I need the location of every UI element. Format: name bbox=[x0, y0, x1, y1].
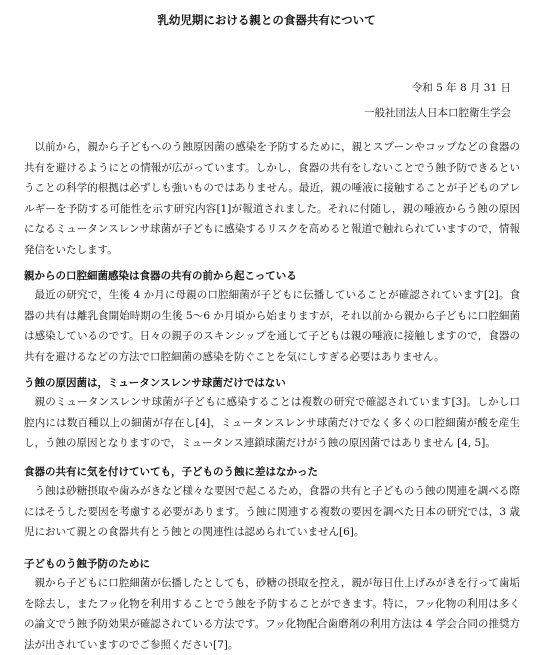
document-date: 令和 5 年 8 月 31 日 bbox=[411, 82, 511, 94]
section-heading-caries-bacteria: う蝕の原因菌は，ミュータンスレンサ球菌だけではない bbox=[24, 377, 286, 389]
section-heading-caries-prevention: 子どものう蝕予防のために bbox=[24, 558, 150, 570]
intro-paragraph: 以前から，親から子どもへのう蝕原因菌の感染を予防するために，親とスプーンやコップなどの食器の共有を避けるようにとの情報が広がっています。しかし，食器の共有をしないことでう蝕予防できるということの科学的根拠は必ずしも強いものではありません。最近，親の唾液に接触することが子どものアレルギーを予防する可能性を示す研究内容[1]が報道されました。それに付随し，親の唾液からう蝕の原因になるミュータンスレンサ球菌が子どもに感染するリスクを高めると報道で触れられていますので，情報発信をいたします。 bbox=[24, 141, 520, 256]
issuing-organization: 一般社団法人日本口腔衛生学会 bbox=[364, 107, 511, 119]
section-body-utensil-sharing: う蝕は砂糖摂取や歯みがきなど様々な要因で起こるため，食器の共有と子どものう蝕の関連を調べる際にはそうした要因を考慮する必要があります。う蝕に関連する複数の要因を調べた日本の研究では，3 歳児において親との食器共有とう蝕との関連性は認められていません[6]。 bbox=[24, 485, 520, 539]
section-heading-oral-bacteria: 親からの口腔細菌感染は食器の共有の前から起こっている bbox=[24, 270, 297, 282]
section-heading-utensil-sharing: 食器の共有に気を付けていても，子どものう蝕に差はなかった bbox=[24, 466, 318, 478]
document-title: 乳幼児期における親との食器共有について bbox=[157, 13, 376, 27]
section-body-caries-prevention: 親から子どもに口腔細菌が伝播したとしても，砂糖の摂取を控え，親が毎日仕上げみがきを行って歯垢を除去し，またフッ化物を利用することでう蝕を予防することができます。特に，フッ化物の利用は多くの論文でう蝕予防効果が確認されている方法です。フッ化物配合歯磨剤の利用方法は 4 学会合同の推奨方法が出されていますのでご参照ください[7]。 bbox=[24, 577, 520, 651]
section-body-oral-bacteria: 最近の研究で，生後 4 か月に母親の口腔細菌が子どもに伝播していることが確認されています[2]。食器の共有は離乳食開始時期の生後 5～6 か月頃から始まりますが，それ以前から親から子どもに口腔細菌は感染しているのです。日々の親子のスキンシップを通して子どもは親の唾液に接触しますので，食器の共有を避けるなどの方法で口腔細菌の感染を防ぐことを気にしすぎる必要はありません。 bbox=[24, 289, 520, 363]
section-body-caries-bacteria: 親のミュータンスレンサ球菌が子どもに感染することは複数の研究で確認されています[3]。しかし口腔内には数百種以上の細菌が存在し[4]，ミュータンスレンサ球菌だけでなく多くの口腔細菌が酸を産生し，う蝕の原因となりますので，ミュータンス連鎖球菌だけがう蝕の原因菌ではありません [4, 5]。 bbox=[24, 396, 520, 450]
